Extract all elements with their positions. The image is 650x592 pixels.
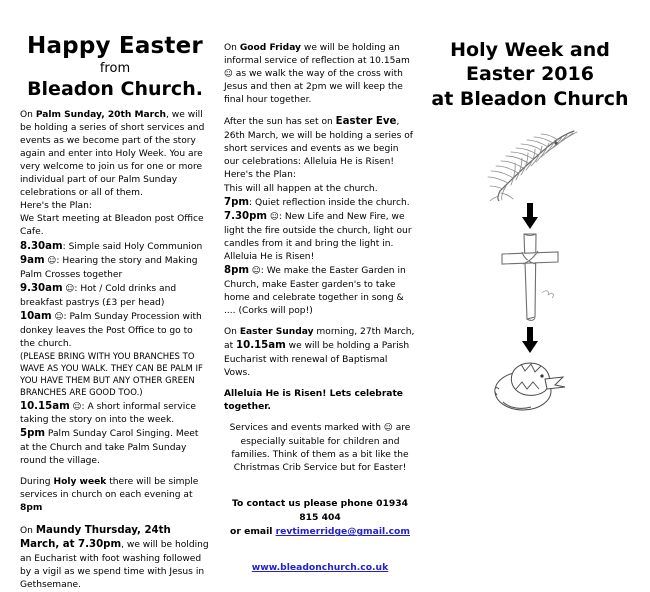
es-post: we will be holding a Parish Eucharist with renewal of Baptismal Vows.	[224, 341, 410, 379]
item-sep: :	[278, 212, 282, 223]
item-time: 9am	[20, 255, 45, 267]
schedule-item	[20, 240, 210, 255]
item-time: 10am	[20, 310, 52, 322]
right-title-line-2: Easter 2016	[466, 63, 594, 86]
item-sep: :	[56, 256, 60, 267]
es-time: 10.15am	[236, 340, 286, 352]
ee-pre: After the sun has set on	[224, 117, 336, 128]
left-heading-from: from	[99, 61, 131, 77]
left-plan-label: Here's the Plan:	[20, 201, 92, 212]
left-heading-bleadon-church: Bleadon Church.	[27, 77, 203, 100]
good-friday-paragraph	[224, 42, 416, 107]
carol-text: Palm Sunday Carol Singing. Meet at the Church and take Palm Sunday round the village.	[20, 429, 199, 467]
item-time: 8.30am	[20, 240, 63, 252]
email-link[interactable]: revtimerridge@gmail.com	[275, 526, 410, 538]
right-title-line-3: at Bleadon Church	[431, 87, 629, 110]
smiley-face-icon: ☺	[383, 423, 393, 434]
item-sep: :	[249, 197, 253, 208]
item-sep: :	[81, 401, 85, 412]
left-body	[20, 109, 210, 592]
holy-week-pre: During	[20, 477, 54, 488]
easter-eve-paragraph	[224, 115, 416, 169]
arrow-row-1	[522, 201, 538, 231]
item-text: Simple said Holy Communion	[68, 241, 203, 252]
holy-week-bold: Holy week	[53, 477, 107, 488]
intro-post: , we will be holding a series of short services and events as we become part of the story again and enter into Holy Week. You are very welcome to join us for one or more individual part of our Palm Sunday celebrations or all of them.	[20, 109, 205, 199]
contact-block	[224, 497, 416, 540]
hatching-chick-illustration	[485, 355, 575, 415]
middle-plan-where: This will all happen at the church.	[224, 183, 378, 194]
intro-bold: Palm Sunday, 20th March	[35, 109, 167, 120]
gf-pre: On	[224, 43, 240, 53]
gf-post: as we walk the way of the cross with Jesus and then at 2pm we will keep the final hour together.	[224, 69, 403, 106]
gf-mid: we will be holding an informal service of reflection at 10.15am	[224, 43, 410, 67]
item-text: A short informal service taking the story on into the week.	[20, 401, 196, 426]
contact-phone-line: To contact us please phone 01934 815 404	[231, 497, 409, 524]
maundy-pre: On	[20, 525, 36, 536]
item-sep: :	[63, 311, 67, 322]
arrow-row-2	[522, 325, 538, 355]
middle-body	[224, 42, 416, 475]
intro-pre: On	[20, 109, 36, 120]
right-column	[424, 0, 636, 415]
maundy-post: , we will be holding an Eucharist with foot washing followed by a vigil as we spend time with Jesus in Gethsemane.	[20, 540, 209, 591]
cross-illustration	[494, 231, 566, 325]
smiley-face-icon: ☺	[47, 256, 57, 267]
palm-sunday-intro-paragraph	[20, 109, 210, 201]
schedule-item	[20, 254, 210, 282]
item-text: Palm Sunday Procession with donkey leaves the Post Office to go to the church.	[20, 311, 202, 349]
item-time: 10.15am	[20, 400, 70, 412]
item-text: We make the Easter Garden in Church, make Easter garden's to take home and celebrate together in song & .... (Corks will pop!)	[224, 266, 406, 317]
item-time: 7pm	[224, 196, 249, 208]
down-arrow-icon	[522, 203, 538, 229]
item-text: Hot / Cold drinks and breakfast pastrys (£3 per head)	[20, 284, 177, 308]
schedule-item	[20, 282, 210, 310]
illustration-sequence	[424, 123, 636, 415]
item-text: Quiet reflection inside the church.	[254, 197, 410, 208]
schedule-item	[224, 264, 416, 318]
maundy-bold: Maundy Thursday, 24th March, at 7.30pm	[20, 524, 171, 551]
item-time: 8pm	[224, 265, 249, 277]
left-plan-start: We Start meeting at Bleadon post Office Cafe.	[20, 214, 204, 238]
note-post: are especially suitable for children and families. Think of them as a bit like the Christmas Crib Service but for Easter!	[231, 423, 411, 473]
alleluia-line: Alleluia He is Risen! Lets celebrate together.	[224, 389, 403, 413]
carol-singing-item	[20, 427, 210, 468]
es-mid: morning, 27th March, at	[224, 327, 415, 352]
left-column	[20, 0, 210, 592]
item-sep: :	[62, 241, 66, 252]
ee-post: , 26th March, we will be holding a series of short services and events as we begin our celebrations: Alleluia He is Risen!	[224, 117, 414, 168]
right-title-line-1: Holy Week and	[450, 39, 610, 61]
smiley-face-icon: ☺	[269, 212, 279, 223]
item-text: Hearing the story and Making Palm Crosses together	[20, 256, 198, 280]
smiley-face-icon: ☺	[54, 311, 64, 322]
es-pre: On	[224, 327, 240, 338]
easter-sunday-paragraph	[224, 326, 416, 380]
smiley-face-icon: ☺	[72, 401, 82, 412]
left-heading-happy-easter: Happy Easter	[27, 33, 203, 59]
note-pre: Services and events marked with	[229, 423, 384, 434]
holy-week-paragraph	[20, 476, 210, 515]
smiley-face-icon: ☺	[251, 266, 261, 277]
carol-time: 5pm	[20, 428, 45, 440]
down-arrow-icon	[522, 327, 538, 353]
ee-bold: Easter Eve	[335, 116, 397, 128]
es-bold: Easter Sunday	[239, 327, 314, 338]
schedule-item	[20, 400, 210, 428]
smiley-key-note	[224, 422, 416, 474]
schedule-item	[20, 310, 210, 351]
website-link[interactable]: www.bleadonchurch.co.uk	[251, 561, 389, 573]
schedule-item	[224, 196, 416, 211]
item-time: 9.30am	[20, 283, 63, 295]
item-sep: :	[260, 266, 264, 277]
middle-column	[224, 0, 416, 573]
holy-week-mid: there will be simple services in church on each evening at	[20, 477, 199, 501]
palm-frond-illustration	[470, 123, 590, 201]
contact-email-line	[224, 525, 416, 539]
holy-week-time: 8pm	[20, 503, 43, 514]
item-text: New Life and New Fire, we light the fire outside the church, light our candles from it and bring the light in. Alleluia He is Risen!	[224, 212, 412, 263]
schedule-item	[224, 210, 416, 264]
branches-note: (PLEASE BRING WITH YOU BRANCHES TO WAVE AS YOU WALK. THEY CAN BE PALM IF YOU HAVE THEM BUT ANY OTHER GREEN BRANCHES ARE GOOD TOO.)	[20, 351, 203, 399]
item-time: 7.30pm	[224, 211, 268, 223]
email-label: or email	[230, 526, 276, 538]
middle-plan-label: Here's the Plan:	[224, 170, 296, 181]
item-sep: :	[74, 284, 78, 295]
maundy-thursday-paragraph	[20, 524, 210, 592]
smiley-face-icon: ☺	[224, 69, 233, 80]
gf-bold: Good Friday	[239, 43, 301, 53]
smiley-face-icon: ☺	[65, 284, 75, 295]
